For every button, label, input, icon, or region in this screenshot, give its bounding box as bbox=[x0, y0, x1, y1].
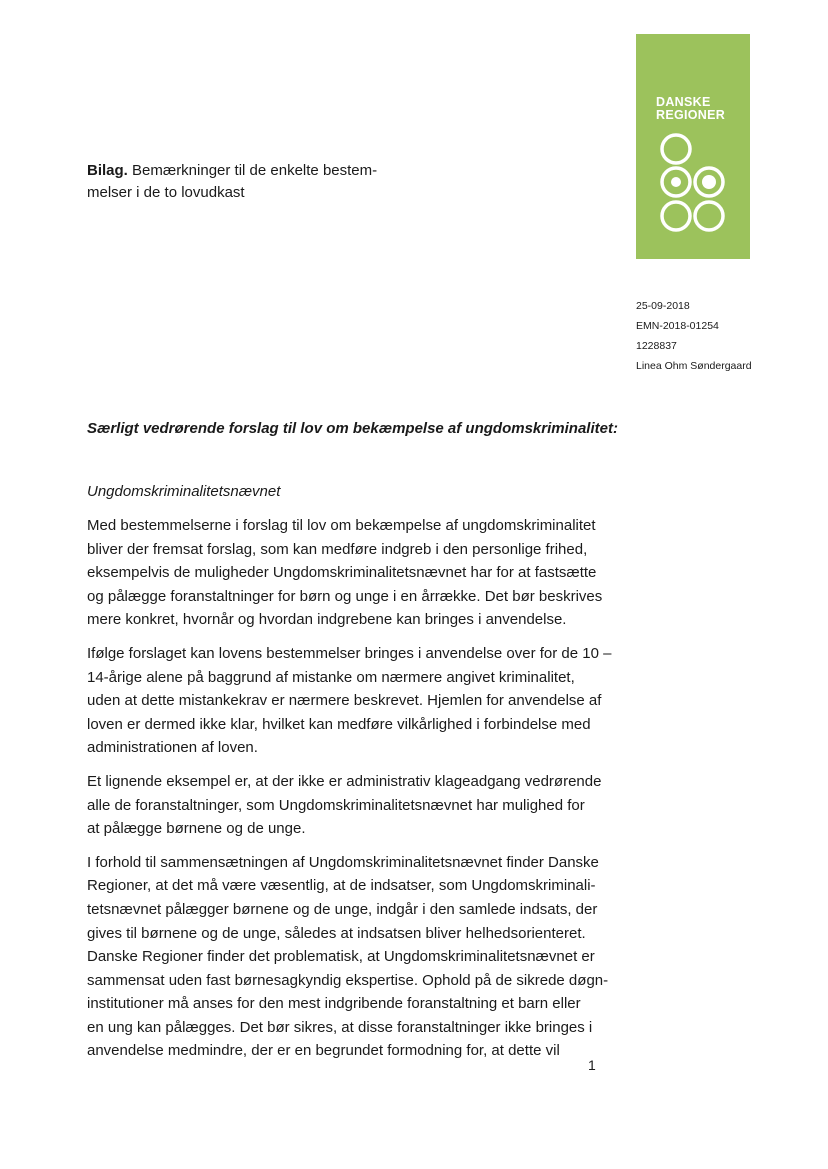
section-title: Særligt vedrørende forslag til lov om bekæmpelse af ungdomskriminalitet: bbox=[87, 420, 618, 437]
text-line: alle de foranstaltninger, som Ungdomskriminalitetsnævnet har mulighed for bbox=[87, 796, 585, 814]
text-line: gives til børnene og de unge, således at indsatsen bliver helhedsorienteret. bbox=[87, 924, 586, 942]
sub-title: Ungdomskriminalitetsnævnet bbox=[87, 483, 281, 500]
heading-line-2: melser i de to lovudkast bbox=[87, 184, 245, 201]
paragraph bbox=[87, 642, 612, 760]
logo-circle bbox=[671, 177, 681, 187]
text-line: Med bestemmelserne i forslag til lov om bekæmpelse af ungdomskriminalitet bbox=[87, 517, 596, 534]
logo-circles-icon bbox=[652, 132, 732, 238]
text-line: mere konkret, hvornår og hvordan indgrebene kan bringes i anvendelse. bbox=[87, 611, 567, 629]
page-number: 1 bbox=[588, 1057, 596, 1073]
text-line: anvendelse medmindre, der er en begrundet formodning for, at dette vil bbox=[87, 1042, 560, 1060]
text-line: bliver der fremsat forslag, som kan medføre indgreb i den personlige frihed, bbox=[87, 540, 588, 558]
text-line: tetsnævnet pålægger børnene og de unge, indgår i den samlede indsats, der bbox=[87, 900, 598, 918]
text-line: sammensat uden fast børnesagkyndig ekspertise. Ophold på de sikrede døgn- bbox=[87, 971, 609, 989]
danske-regioner-logo bbox=[636, 34, 750, 259]
text-line: en ung kan pålægges. Det bør sikres, at disse foranstaltninger ikke bringes i bbox=[87, 1018, 593, 1036]
heading-line1-text: Bemærkninger til de enkelte bestem- bbox=[127, 162, 378, 179]
text-line: Ifølge forslaget kan lovens bestemmelser bringes i anvendelse over for de 10 – bbox=[87, 644, 612, 662]
text-line: Et lignende eksempel er, at der ikke er administrativ klageadgang vedrørende bbox=[87, 772, 602, 790]
meta-case-number: EMN-2018-01254 bbox=[636, 320, 719, 332]
text-line: Danske Regioner finder det problematisk, at Ungdomskriminalitetsnævnet er bbox=[87, 948, 595, 966]
document-meta bbox=[636, 296, 752, 376]
logo-circle bbox=[662, 202, 690, 230]
paragraph bbox=[87, 851, 607, 1063]
document-heading bbox=[87, 160, 387, 204]
meta-document-number: 1228837 bbox=[636, 340, 677, 352]
text-line: institutioner må anses for den mest indgribende foranstaltning et barn eller bbox=[87, 995, 581, 1013]
logo-circle bbox=[662, 135, 690, 163]
meta-author: Linea Ohm Søndergaard bbox=[636, 360, 752, 372]
logo-circle bbox=[695, 202, 723, 230]
logo-circle bbox=[702, 175, 716, 189]
paragraph bbox=[87, 770, 607, 841]
body-text bbox=[87, 514, 612, 1073]
logo-text-line1: DANSKE bbox=[656, 95, 711, 109]
logo-text-line2: REGIONER bbox=[656, 108, 726, 122]
text-line: eksempelvis de muligheder Ungdomskriminalitetsnævnet har for at fastsætte bbox=[87, 564, 597, 582]
text-line: uden at dette mistankekrav er nærmere beskrevet. Hjemlen for anvendelse af bbox=[87, 692, 602, 710]
text-line: og pålægge foranstaltninger for børn og unge i en årrække. Det bør beskrives bbox=[87, 587, 603, 605]
text-line: at pålægge børnene og de unge. bbox=[87, 820, 306, 838]
logo-text bbox=[656, 96, 725, 122]
text-line: 14-årige alene på baggrund af mistanke om nærmere angivet kriminalitet, bbox=[87, 668, 575, 686]
heading-bold-label: Bilag. bbox=[87, 162, 128, 179]
heading-line-1 bbox=[87, 160, 387, 182]
meta-date: 25-09-2018 bbox=[636, 300, 690, 312]
paragraph bbox=[87, 514, 607, 632]
text-line: Regioner, at det må være væsentlig, at de indsatser, som Ungdomskriminali- bbox=[87, 877, 596, 895]
text-line: I forhold til sammensætningen af Ungdomskriminalitetsnævnet finder Danske bbox=[87, 853, 599, 871]
text-line: loven er dermed ikke klar, hvilket kan medføre vilkårlighed i forbindelse med bbox=[87, 715, 591, 733]
text-line: administrationen af loven. bbox=[87, 739, 258, 757]
